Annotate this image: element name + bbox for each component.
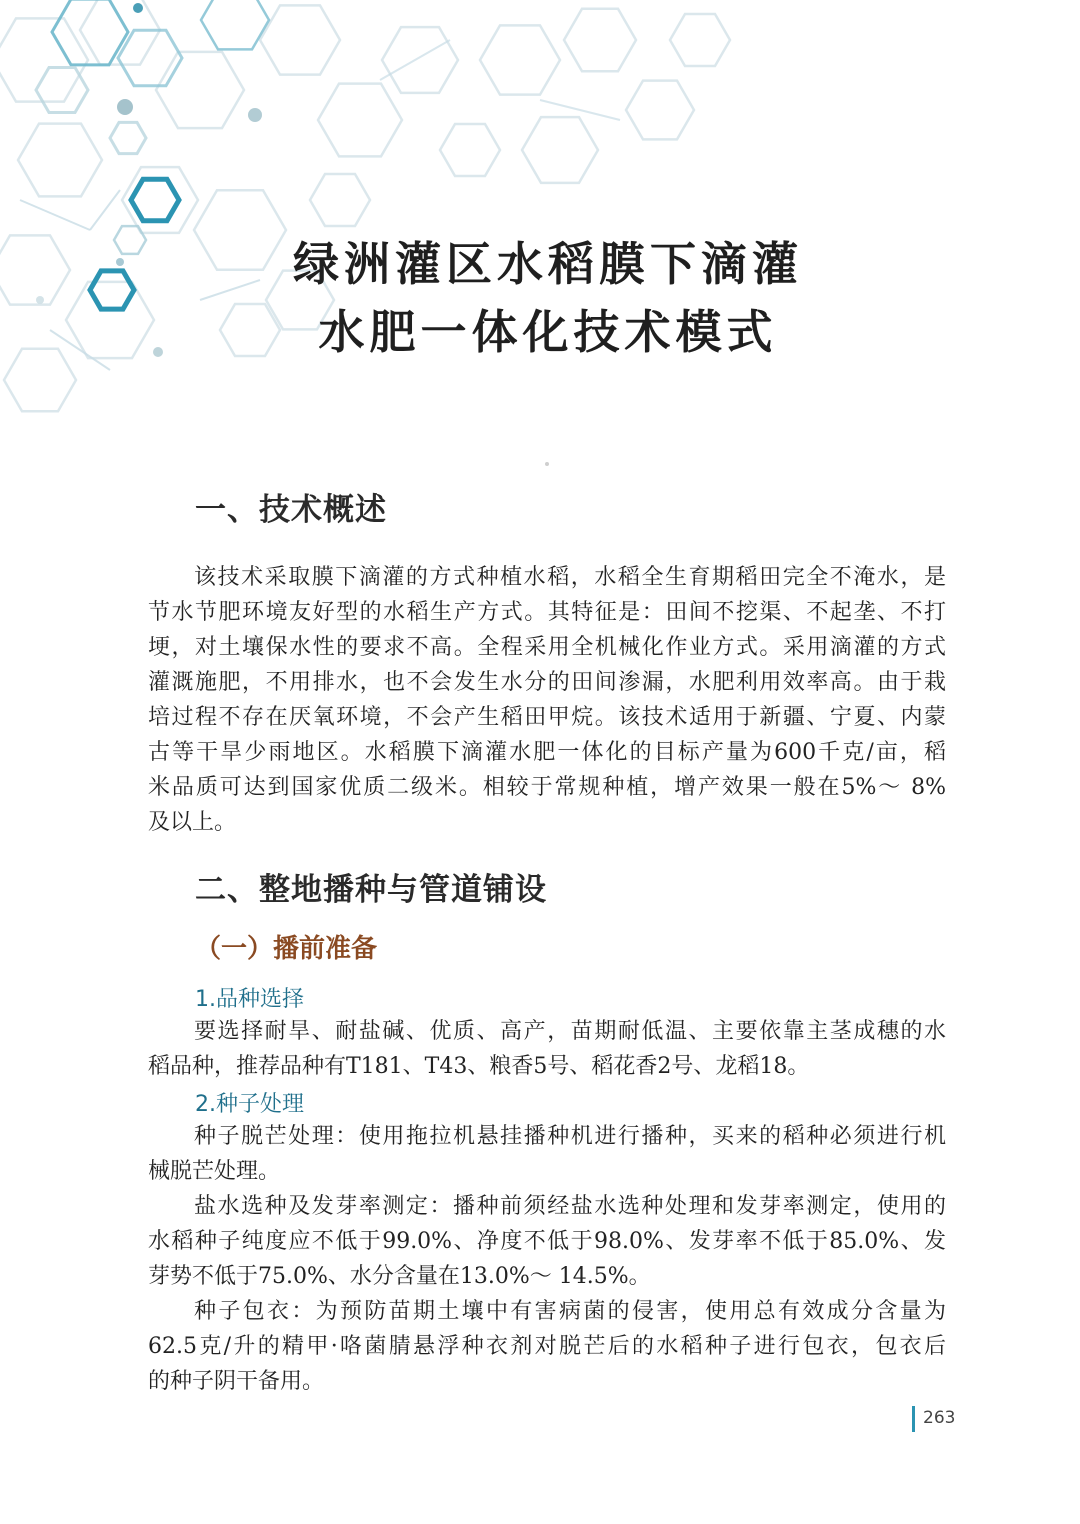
hexagon-shape [110,122,146,153]
text-line: 该技术采取膜下滴灌的方式种植水稻，水稻全生育期稻田完全不淹水，是 [194,565,946,590]
text-line: 及以上。 [148,810,237,835]
hexagon-shape [626,81,694,140]
text-line: 古等干旱少雨地区。水稻膜下滴灌水肥一体化的目标产量为600千克/亩，稻 [148,740,946,765]
hexagon-link-line [20,200,90,230]
hexagon-link-line [90,190,120,230]
hexagon-node-dot [133,3,143,13]
hexagon-shape [18,124,102,197]
hexagon-shape [131,179,179,221]
text-line: 62.5克/升的精甲·咯菌腈悬浮种衣剂对脱芒后的水稻种子进行包衣，包衣后 [148,1334,946,1359]
page-title-line-1: 绿洲灌区水稻膜下滴灌 [293,237,803,291]
hexagon-shape [36,68,88,113]
hexagon-shape [522,117,598,183]
hexagon-shape [480,25,560,94]
hexagon-node-dot [117,99,133,115]
dehulling-paragraph [148,1119,946,1189]
hexagon-shape [564,9,636,71]
text-line: 米品质可达到国家优质二级米。相较于常规种植，增产效果一般在5%～ 8% [148,775,946,800]
text-line: 灌溉施肥，不用排水，也不会发生水分的田间渗漏，水肥利用效率高。由于栽 [148,670,946,695]
section-heading-overview: 一、技术概述 [195,492,387,528]
decorative-dot [545,462,549,466]
text-line: 种子脱芒处理：使用拖拉机悬挂播种机进行播种，买来的稻种必须进行机 [194,1124,946,1149]
hexagon-shape [201,0,269,49]
hexagon-shape [318,84,402,157]
hexagon-node-dot [248,108,262,122]
text-line: 节水节肥环境友好型的水稻生产方式。其特征是：田间不挖渠、不起垄、不打 [148,600,946,625]
text-line: 种子包衣：为预防苗期土壤中有害病菌的侵害，使用总有效成分含量为 [194,1299,946,1324]
text-line: 盐水选种及发芽率测定：播种前须经盐水选种处理和发芽率测定，使用的 [194,1194,946,1219]
hexagon-shape [0,18,88,101]
text-line: 芽势不低于75.0%、水分含量在13.0%～ 14.5%。 [148,1264,651,1289]
salt-selection-paragraph [148,1189,946,1294]
overview-paragraph [148,560,946,840]
subsection-heading-preparation: （一）播前准备 [195,934,378,964]
hexagon-shape [440,124,500,176]
text-line: 要选择耐旱、耐盐碱、优质、高产，苗期耐低温、主要依靠主茎成穗的水 [194,1019,946,1044]
hexagon-shape [52,0,128,65]
item-heading-variety: 1.品种选择 [195,987,304,1012]
section-heading-sowing: 二、整地播种与管道铺设 [195,872,547,908]
hexagon-shape [310,174,370,226]
page-number-text: 263 [923,1408,956,1428]
hexagon-shape [670,14,730,66]
text-line: 稻品种，推荐品种有T181、T43、粮香5号、稻花香2号、龙稻18。 [148,1054,810,1079]
variety-paragraph [148,1014,946,1084]
text-line: 的种子阴干备用。 [148,1369,325,1394]
text-line: 械脱芒处理。 [148,1159,281,1184]
text-line: 埂，对土壤保水性的要求不高。全程采用全机械化作业方式。采用滴灌的方式 [148,635,946,660]
hexagon-shape [260,5,340,74]
hexagon-shape [382,27,458,93]
text-line: 培过程不存在厌氧环境，不会产生稻田甲烷。该技术适用于新疆、宁夏、内蒙 [148,705,946,730]
seed-coating-paragraph [148,1294,946,1399]
text-line: 水稻种子纯度应不低于99.0%、净度不低于98.0%、发芽率不低于85.0%、发 [148,1229,946,1254]
page-title-line-2: 水肥一体化技术模式 [318,305,778,359]
hexagon-shape [156,52,244,128]
page-number [912,1406,955,1432]
item-heading-seed-treatment: 2.种子处理 [195,1092,304,1117]
hexagon-shape [118,30,182,85]
